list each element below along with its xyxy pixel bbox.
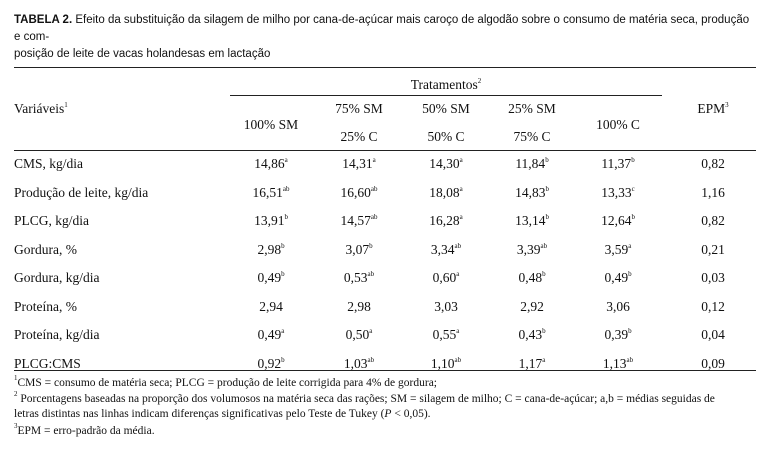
cell-significance-letter: a bbox=[369, 327, 373, 335]
table-cell bbox=[254, 213, 288, 229]
cell-significance-letter: b bbox=[284, 213, 288, 221]
table-cell bbox=[604, 327, 631, 343]
footnote-3-text: EPM = erro-padrão da média. bbox=[17, 425, 155, 437]
treatment-header-3-line2: 50% C bbox=[427, 129, 465, 144]
row-label: Proteína, % bbox=[14, 298, 77, 314]
table-cell bbox=[433, 270, 460, 286]
row-label: PLCG:CMS bbox=[14, 355, 81, 371]
cell-significance-letter: ab bbox=[626, 355, 634, 364]
cell-value: 1,03 bbox=[343, 355, 368, 371]
cell-value: 13,33 bbox=[601, 184, 632, 200]
cell-value: 0,60 bbox=[432, 270, 457, 285]
cell-significance-letter: b bbox=[281, 355, 285, 364]
cell-value: 0,43 bbox=[518, 327, 543, 342]
table-cell bbox=[431, 242, 461, 258]
epm-value: 0,09 bbox=[701, 355, 725, 371]
footnote-2 bbox=[14, 392, 759, 422]
cell-significance-letter: b bbox=[545, 156, 549, 164]
cell-value: 3,06 bbox=[606, 298, 630, 314]
bottom-rule bbox=[14, 370, 756, 371]
cell-value: 16,28 bbox=[429, 213, 460, 228]
caption-text-1: Efeito da substituição da silagem de milho por cana-de-açúcar mais caroço de algodão sobre o consumo de matéria seca, produção e com- bbox=[14, 14, 750, 43]
cell-significance-letter: a bbox=[284, 156, 288, 164]
cell-value: 1,13 bbox=[602, 355, 627, 371]
table-cell bbox=[257, 270, 284, 286]
table-cell bbox=[601, 156, 634, 172]
epm-value: 0,04 bbox=[701, 327, 725, 342]
cell-significance-letter: a bbox=[456, 270, 460, 278]
cell-significance-letter: ab bbox=[282, 184, 290, 193]
table-cell bbox=[257, 242, 284, 258]
treatment-header-2-line2: 25% C bbox=[340, 129, 378, 144]
footnote-1-text: CMS = consumo de matéria seca; PLCG = produção de leite corrigida para 4% de gordura; bbox=[17, 377, 437, 389]
row-label: Gordura, % bbox=[14, 241, 77, 257]
table-cell bbox=[518, 327, 545, 343]
table-cell bbox=[601, 213, 635, 229]
cell-significance-letter: ab bbox=[370, 213, 378, 221]
cell-value: 11,84 bbox=[515, 156, 546, 171]
top-rule bbox=[14, 67, 756, 68]
treatment-header-5-line1: 100% C bbox=[596, 117, 640, 132]
cell-significance-letter: a bbox=[459, 184, 463, 193]
cell-value: 0,53 bbox=[343, 270, 368, 285]
cell-value: 1,17 bbox=[518, 355, 543, 371]
cell-value: 14,83 bbox=[515, 184, 546, 200]
cell-value: 0,50 bbox=[345, 327, 370, 342]
table-cell bbox=[254, 156, 287, 172]
cell-significance-letter: ab bbox=[367, 270, 375, 278]
footnote-3 bbox=[14, 424, 759, 439]
caption-label: TABELA 2. bbox=[14, 14, 73, 26]
cell-value: 3,39 bbox=[516, 241, 541, 257]
table-cell bbox=[346, 327, 373, 343]
epm-value: 1,16 bbox=[701, 184, 725, 200]
table-cell bbox=[434, 299, 458, 315]
treatments-group-header bbox=[411, 77, 482, 93]
cell-significance-letter: b bbox=[545, 213, 549, 221]
cell-significance-letter: b bbox=[545, 184, 549, 193]
variables-label: Variáveis bbox=[14, 101, 65, 116]
row-label: Proteína, kg/dia bbox=[14, 327, 100, 342]
footnote-2-text-1: Porcentagens baseadas na proporção dos volumosos na matéria seca das rações; SM = silagem de milho; C = cana-de-açúcar; a,b = médias seguidas de bbox=[17, 393, 715, 405]
table-cell bbox=[517, 242, 547, 258]
cell-significance-letter: a bbox=[372, 156, 376, 164]
table-caption bbox=[14, 12, 756, 63]
table-cell bbox=[345, 242, 372, 258]
epm-value: 0,21 bbox=[701, 241, 725, 257]
cell-value: 14,30 bbox=[429, 156, 460, 171]
cell-value: 0,39 bbox=[604, 327, 629, 342]
cell-value: 2,94 bbox=[259, 298, 283, 314]
cell-significance-letter: b bbox=[542, 327, 546, 335]
cell-significance-letter: b bbox=[628, 270, 632, 278]
treatment-header-4-line1: 25% SM bbox=[508, 101, 556, 116]
table-cell bbox=[605, 242, 632, 258]
cell-significance-letter: a bbox=[456, 327, 460, 335]
footnote-2-p-value: P bbox=[384, 408, 392, 420]
header-bottom-rule bbox=[14, 150, 756, 151]
treatments-subrule bbox=[230, 95, 662, 96]
treatment-header-3-line1: 50% SM bbox=[422, 101, 470, 116]
cell-significance-letter: ab bbox=[367, 355, 375, 364]
table-cell bbox=[253, 185, 290, 201]
row-label: Gordura, kg/dia bbox=[14, 270, 100, 285]
cell-significance-letter: b bbox=[631, 156, 635, 164]
cell-significance-letter: a bbox=[459, 156, 463, 164]
cell-significance-letter: c bbox=[631, 184, 635, 193]
cell-significance-letter: ab bbox=[454, 241, 462, 250]
treatment-header-2-line1: 75% SM bbox=[335, 101, 383, 116]
caption-text-2: posição de leite de vacas holandesas em lactação bbox=[14, 48, 271, 60]
cell-value: 16,51 bbox=[252, 184, 283, 200]
cell-significance-letter: b bbox=[281, 241, 285, 250]
table-cell bbox=[520, 299, 544, 315]
table-cell bbox=[518, 270, 545, 286]
epm-header bbox=[697, 101, 728, 117]
table-cell bbox=[342, 156, 375, 172]
epm-value: 0,82 bbox=[701, 213, 725, 228]
cell-value: 2,98 bbox=[257, 241, 282, 257]
table-cell bbox=[341, 213, 378, 229]
cell-significance-letter: ab bbox=[540, 241, 548, 250]
cell-value: 2,98 bbox=[347, 298, 371, 314]
footnote-2-sup: 2 bbox=[14, 390, 18, 398]
cell-value: 0,49 bbox=[257, 270, 282, 285]
treatments-group-label: Tratamentos bbox=[410, 77, 478, 92]
epm-value: 0,82 bbox=[701, 156, 725, 171]
row-label: PLCG, kg/dia bbox=[14, 213, 90, 228]
table-cell bbox=[259, 299, 283, 315]
table-cell bbox=[515, 213, 549, 229]
cell-value: 3,07 bbox=[345, 241, 370, 257]
epm-label: EPM bbox=[697, 101, 726, 116]
table-cell bbox=[601, 185, 634, 201]
cell-significance-letter: b bbox=[369, 241, 373, 250]
cell-value: 16,60 bbox=[340, 184, 371, 200]
table-cell bbox=[429, 185, 462, 201]
table-cell bbox=[433, 327, 460, 343]
cell-value: 12,64 bbox=[601, 213, 632, 228]
epm-value: 0,12 bbox=[701, 298, 725, 314]
cell-value: 14,86 bbox=[254, 156, 285, 171]
treatment-header-4-line2: 75% C bbox=[513, 129, 551, 144]
table-cell bbox=[606, 299, 630, 315]
cell-significance-letter: b bbox=[628, 327, 632, 335]
variables-sup: 1 bbox=[64, 101, 68, 109]
cell-value: 18,08 bbox=[429, 184, 460, 200]
footnote-1 bbox=[14, 376, 759, 391]
table-cell bbox=[341, 185, 378, 201]
cell-significance-letter: ab bbox=[370, 184, 378, 193]
cell-value: 13,14 bbox=[515, 213, 546, 228]
variables-header bbox=[14, 101, 68, 117]
footnote-2-text-2b: < 0,05). bbox=[391, 408, 431, 420]
cell-significance-letter: a bbox=[542, 355, 546, 364]
table-cell bbox=[258, 327, 285, 343]
cell-value: 3,34 bbox=[430, 241, 455, 257]
treatments-group-sup: 2 bbox=[477, 77, 482, 85]
footnote-3-sup: 3 bbox=[14, 422, 18, 430]
footnote-1-sup: 1 bbox=[14, 374, 18, 382]
table-cell bbox=[604, 270, 631, 286]
cell-significance-letter: ab bbox=[454, 355, 462, 364]
treatment-header-1-line1: 100% SM bbox=[243, 117, 299, 132]
cell-value: 3,59 bbox=[604, 241, 629, 257]
cell-value: 2,92 bbox=[520, 298, 544, 314]
cell-value: 1,10 bbox=[430, 355, 455, 371]
row-label: CMS, kg/dia bbox=[14, 156, 84, 171]
row-label: Produção de leite, kg/dia bbox=[14, 184, 149, 200]
table-cell bbox=[515, 156, 548, 172]
epm-sup: 3 bbox=[725, 101, 729, 109]
cell-significance-letter: b bbox=[542, 270, 546, 278]
cell-significance-letter: b bbox=[281, 270, 285, 278]
cell-value: 0,92 bbox=[257, 355, 282, 371]
cell-value: 3,03 bbox=[434, 298, 458, 314]
cell-significance-letter: b bbox=[631, 213, 635, 221]
cell-value: 14,31 bbox=[342, 156, 373, 171]
table-cell bbox=[344, 270, 374, 286]
cell-value: 13,91 bbox=[254, 213, 285, 228]
table-cell bbox=[429, 213, 462, 229]
cell-value: 11,37 bbox=[601, 156, 632, 171]
cell-significance-letter: a bbox=[281, 327, 285, 335]
table-cell bbox=[429, 156, 462, 172]
cell-value: 0,49 bbox=[257, 327, 282, 342]
cell-value: 0,55 bbox=[432, 327, 457, 342]
cell-significance-letter: a bbox=[459, 213, 463, 221]
cell-value: 14,57 bbox=[340, 213, 371, 228]
cell-value: 0,48 bbox=[518, 270, 543, 285]
cell-significance-letter: a bbox=[628, 241, 632, 250]
epm-value: 0,03 bbox=[701, 270, 725, 285]
footnote-2-text-2a: letras distintas nas linhas indicam diferenças significativas pelo Teste de Tukey ( bbox=[14, 408, 385, 420]
table-cell bbox=[347, 299, 371, 315]
table-cell bbox=[515, 185, 549, 201]
cell-value: 0,49 bbox=[604, 270, 629, 285]
